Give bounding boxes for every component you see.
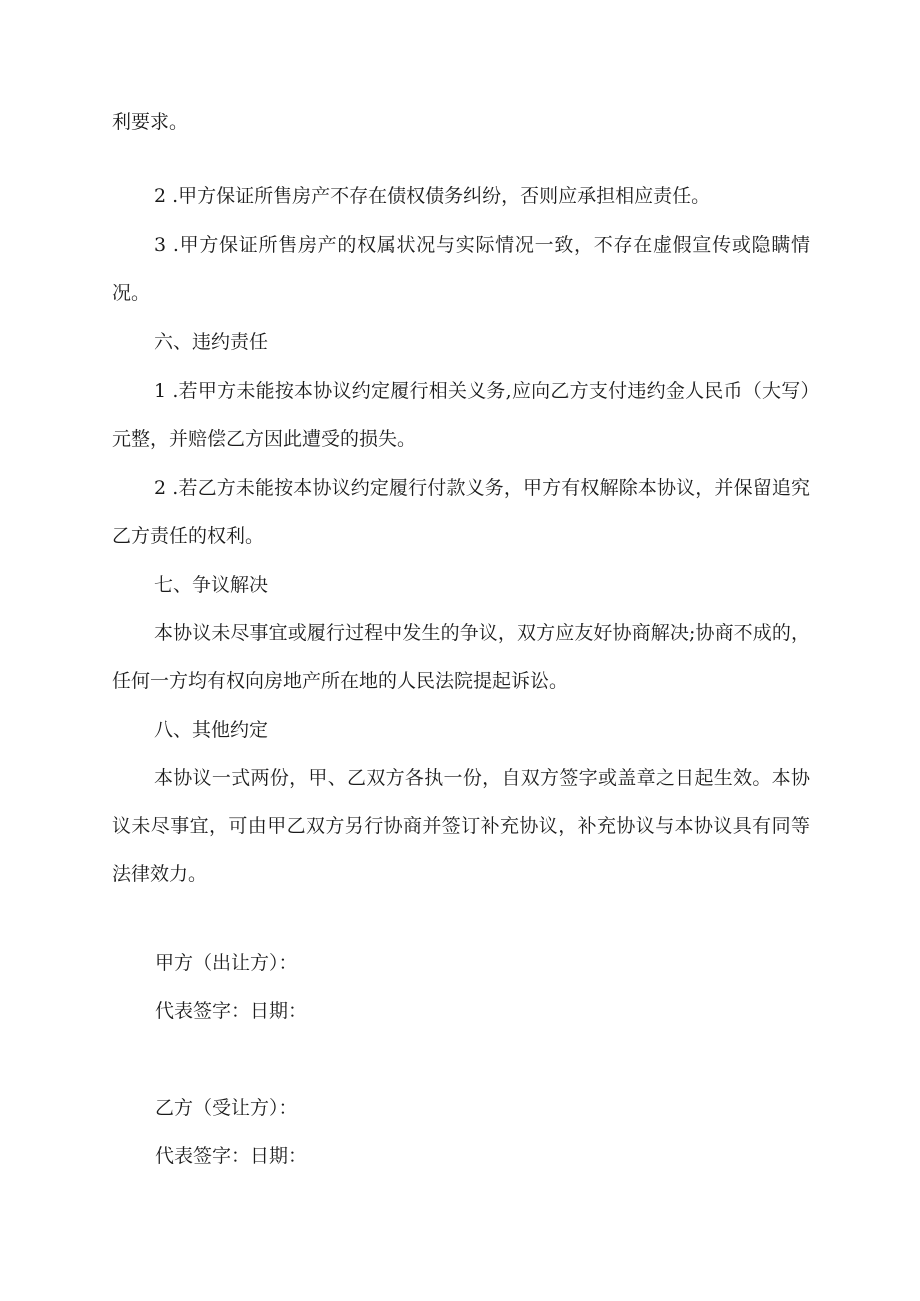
party-b-label: 乙方（受让方）： (155, 1097, 298, 1119)
party-a-label: 甲方（出让方）： (155, 952, 298, 974)
clause-5-3: 3 .甲方保证所售房产的权属状况与实际情况一致，不存在虚假宣传或隐瞒情况。 (112, 234, 810, 304)
party-a-signature-date: 代表签字：日期： (155, 1000, 308, 1022)
section-heading-8: 八、其他约定 (154, 719, 269, 741)
clause-6-2: 2 .若乙方未能按本协议约定履行付款义务，甲方有权解除本协议，并保留追究乙方责任的权利。 (112, 477, 810, 547)
clause-7: 本协议未尽事宜或履行过程中发生的争议，双方应友好协商解决;协商不成的，任何一方均有权向房地产所在地的人民法院提起诉讼。 (112, 622, 810, 692)
section-heading-7: 七、争议解决 (154, 574, 269, 596)
party-b-signature-date: 代表签字：日期： (155, 1145, 308, 1167)
section-heading-6: 六、违约责任 (154, 331, 269, 353)
clause-8: 本协议一式两份，甲、乙双方各执一份，自双方签字或盖章之日起生效。本协议未尽事宜，可由甲乙双方另行协商并签订补充协议，补充协议与本协议具有同等法律效力。 (112, 767, 810, 885)
clause-5-2: 2 .甲方保证所售房产不存在债权债务纠纷，否则应承担相应责任。 (154, 185, 711, 207)
clause-6-1: 1 .若甲方未能按本协议约定履行相关义务,应向乙方支付违约金人民币（大写）元整，并赔偿乙方因此遭受的损失。 (112, 380, 810, 450)
paragraph-continuation: 利要求。 (112, 111, 189, 133)
